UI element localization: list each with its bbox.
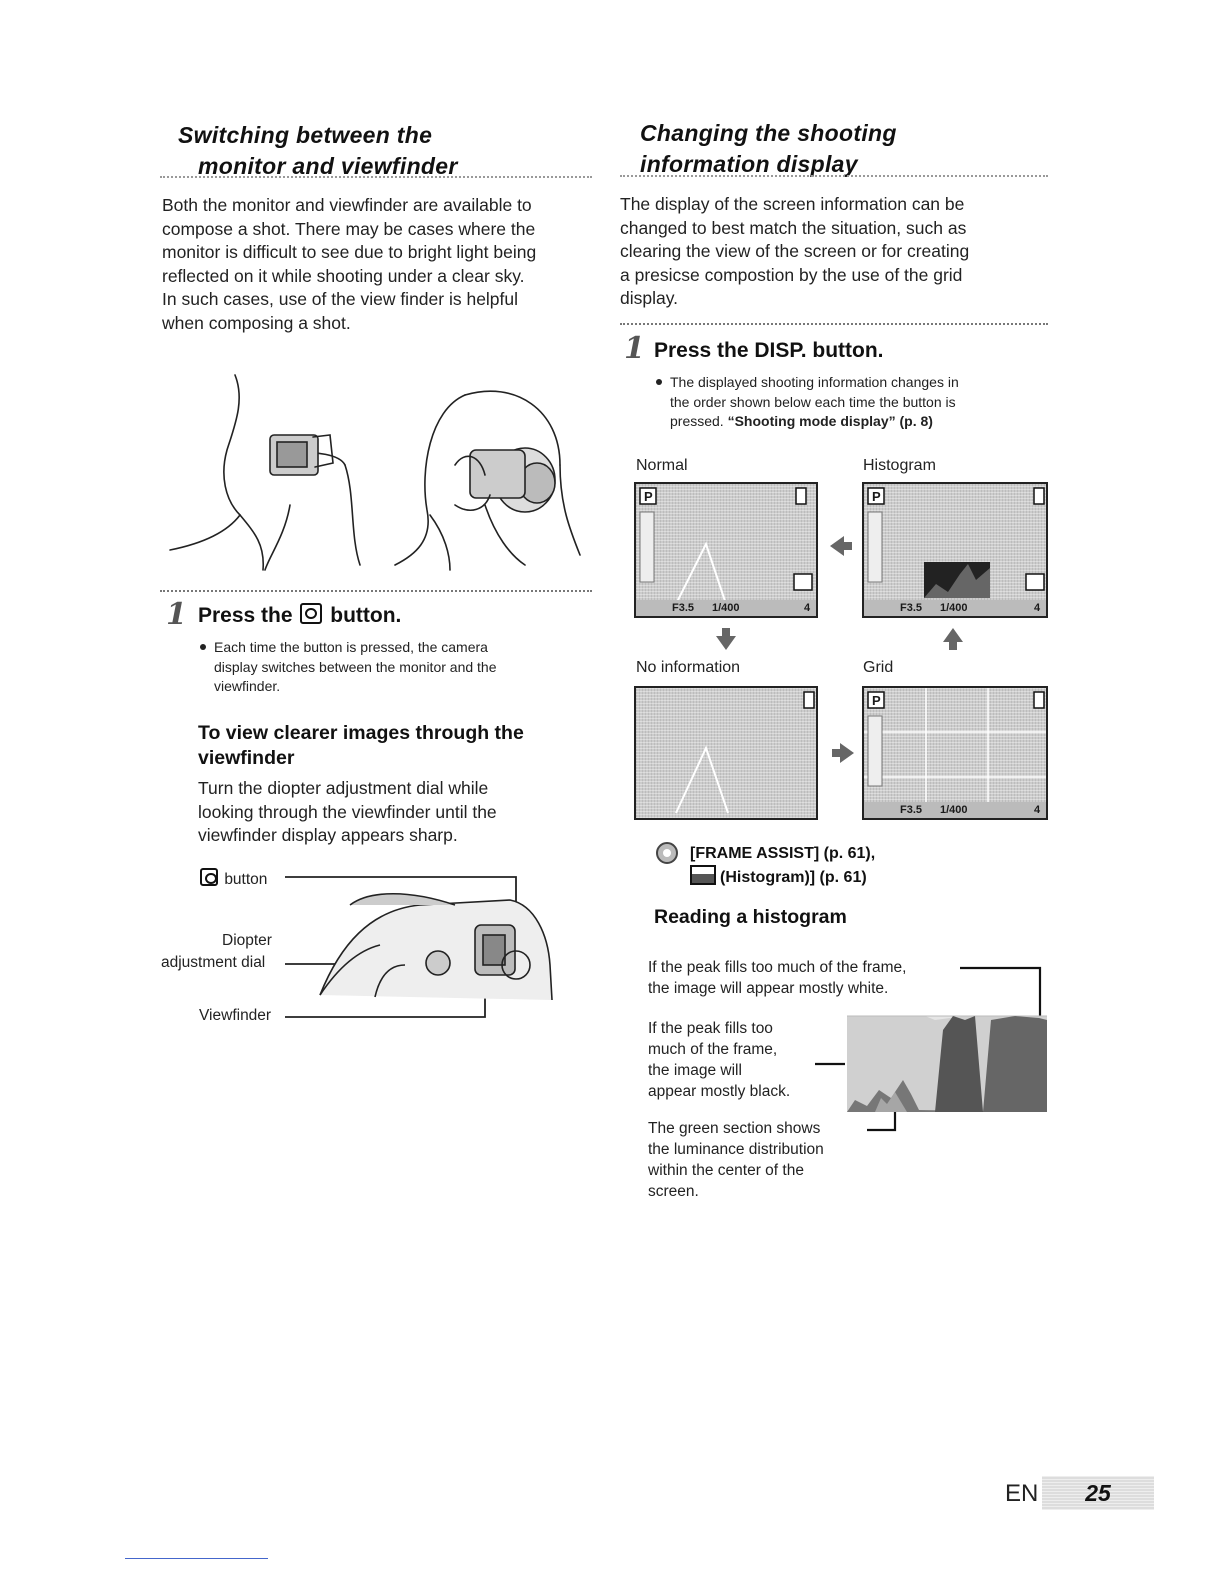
arrow-right-icon xyxy=(830,740,856,766)
histogram-example xyxy=(815,960,1050,1135)
footnote-rule xyxy=(125,1558,268,1559)
osd-shots: 4 xyxy=(804,602,811,614)
reference-frame-assist: [FRAME ASSIST] (p. 61), xyxy=(690,845,876,862)
osd-overlay xyxy=(636,484,818,618)
screen-label-grid: Grid xyxy=(863,659,894,676)
text-line: monitor is difficult to see due to bright light being xyxy=(162,242,537,262)
text-line: If the peak fills too much of the frame, xyxy=(648,959,907,976)
callout-diopter-label-2: adjustment dial xyxy=(161,954,266,971)
text-line: the luminance distribution xyxy=(648,1141,824,1158)
text-line: looking through the viewfinder until the xyxy=(198,801,497,822)
text-line: Turn the diopter adjustment dial while xyxy=(198,778,489,798)
text-line: To view clearer images through the xyxy=(198,722,524,744)
section-title-line2: monitor and viewfinder xyxy=(198,153,458,179)
osd-aperture: F3.5 xyxy=(900,602,923,614)
screen-label-no-info: No information xyxy=(636,659,741,676)
page-number: 25 xyxy=(1085,1480,1111,1506)
left-intro xyxy=(162,194,602,335)
osd-overlay xyxy=(636,688,818,820)
text-line: viewfinder display appears sharp. xyxy=(198,825,458,845)
osd-mode: P xyxy=(872,489,881,504)
page-reference: “Shooting mode display” (p. 8) xyxy=(727,413,933,429)
text-line: Each time the button is pressed, the camera xyxy=(214,639,488,655)
text-line: display. xyxy=(620,288,679,308)
section-title-line1: Switching between the xyxy=(178,122,433,148)
osd-mode: P xyxy=(872,693,881,708)
text-line: the image will appear mostly white. xyxy=(648,980,889,997)
section-title-line1: Changing the shooting xyxy=(640,120,897,146)
text-line: The green section shows xyxy=(648,1120,821,1137)
bullet-icon xyxy=(200,644,206,650)
step-divider xyxy=(160,590,592,592)
display-switch-icon xyxy=(200,868,218,886)
osd-aperture: F3.5 xyxy=(900,804,923,816)
text-line: pressed. xyxy=(670,413,724,429)
text-line: much of the frame, xyxy=(648,1041,778,1058)
text-line: display switches between the monitor and the xyxy=(214,658,497,675)
step-divider xyxy=(620,323,1048,325)
callout-diopter-label: Diopter xyxy=(222,932,272,949)
step-title-left xyxy=(198,603,401,629)
text-line: reflected on it while shooting under a clear sky. xyxy=(162,265,525,286)
step-number: 1 xyxy=(624,331,645,366)
screen-histogram xyxy=(862,482,1048,618)
screen-label-normal: Normal xyxy=(636,457,688,474)
title-underline xyxy=(620,175,1048,177)
arrow-left-icon xyxy=(828,533,854,559)
text-line: In such cases, use of the view finder is helpful xyxy=(162,289,519,309)
display-switch-icon xyxy=(300,603,322,624)
camera-usage-illustration xyxy=(165,355,585,580)
text-line: screen. xyxy=(648,1183,699,1200)
text-line: button xyxy=(224,871,268,888)
reference-histogram: (Histogram)] (p. 61) xyxy=(720,869,867,886)
step-title-pre: Press the xyxy=(198,604,293,627)
sub-text-viewfinder xyxy=(198,777,598,848)
osd-overlay xyxy=(864,688,1048,820)
reference-lines xyxy=(690,843,875,889)
screen-normal xyxy=(634,482,818,618)
camera-back-illustration xyxy=(280,865,560,1025)
right-bullet xyxy=(656,373,1036,432)
text-line: the image will xyxy=(648,1062,742,1079)
text-line: the order shown below each time the button is xyxy=(670,393,956,410)
arrow-down-icon xyxy=(713,626,739,652)
osd-aperture: F3.5 xyxy=(672,602,695,614)
osd-shutter: 1/400 xyxy=(712,602,740,614)
osd-shutter: 1/400 xyxy=(940,602,968,614)
step-number: 1 xyxy=(166,597,187,632)
text-line: within the center of the xyxy=(648,1162,804,1179)
osd-shots: 4 xyxy=(1034,804,1041,816)
text-line: changed to best match the situation, such as xyxy=(620,217,967,238)
osd-shots: 4 xyxy=(1034,602,1041,614)
callout-viewfinder-label: Viewfinder xyxy=(199,1007,272,1024)
screen-no-information xyxy=(634,686,818,820)
section-title-changing xyxy=(640,118,897,180)
screen-label-histogram: Histogram xyxy=(863,457,936,474)
osd-mode: P xyxy=(644,489,653,504)
osd-shutter: 1/400 xyxy=(940,804,968,816)
callout-button-label xyxy=(198,868,267,889)
section-title-line2: information display xyxy=(640,151,858,177)
step-title-right: Press the DISP. button. xyxy=(654,339,884,362)
step-title-post: button. xyxy=(330,604,402,627)
section-title-switching xyxy=(178,120,458,182)
settings-reference-icon xyxy=(654,840,680,866)
arrow-up-icon xyxy=(940,626,966,652)
histogram-icon xyxy=(690,865,716,885)
reading-histogram-heading: Reading a histogram xyxy=(654,906,847,928)
left-bullet xyxy=(200,638,580,697)
text-line: clearing the view of the screen or for creating xyxy=(620,241,970,261)
text-line: a presicse compostion by the use of the grid xyxy=(620,264,963,285)
text-line: The display of the screen information can be xyxy=(620,194,965,214)
text-line: If the peak fills too xyxy=(648,1020,773,1037)
page-number-box xyxy=(1042,1476,1154,1510)
language-label: EN xyxy=(1005,1480,1039,1507)
text-line: compose a shot. There may be cases where the xyxy=(162,218,536,239)
text-line: viewfinder xyxy=(198,747,295,769)
text-line: when composing a shot. xyxy=(162,312,351,333)
sub-title-viewfinder xyxy=(198,721,524,771)
osd-overlay xyxy=(864,484,1048,618)
figure-outline xyxy=(224,375,240,515)
title-underline xyxy=(160,176,592,178)
right-intro xyxy=(620,193,1050,311)
histogram-green-note xyxy=(648,1118,824,1202)
text-line: viewfinder. xyxy=(214,678,281,694)
text-line: appear mostly black. xyxy=(648,1083,791,1100)
text-line: The displayed shooting information changes in xyxy=(670,374,959,390)
bullet-icon xyxy=(656,379,662,385)
histogram-black-note xyxy=(648,1018,790,1102)
screen-grid xyxy=(862,686,1048,820)
text-line: Both the monitor and viewfinder are available to xyxy=(162,195,532,215)
